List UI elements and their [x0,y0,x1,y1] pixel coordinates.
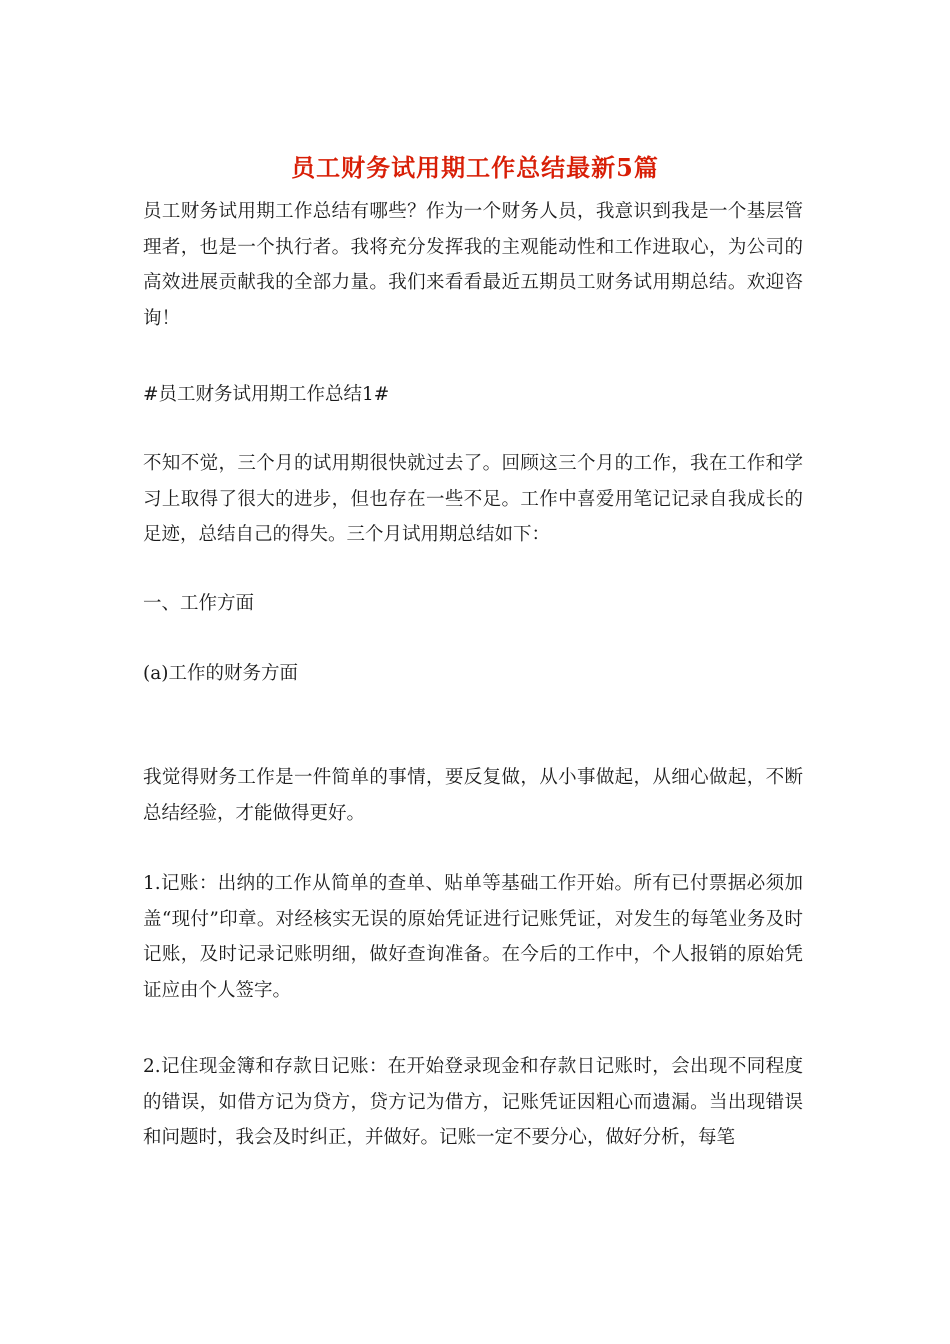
intro-paragraph: 员工财务试用期工作总结有哪些？作为一个财务人员，我意识到我是一个基层管理者，也是一个执行者。我将充分发挥我的主观能动性和工作进取心，为公司的高效进展贡献我的全部力量。我们来看看最近五期员工财务试用期总结。欢迎咨询！ [143,201,803,329]
summary-1-paragraph: 不知不觉，三个月的试用期很快就过去了。回顾这三个月的工作，我在工作和学习上取得了很大的进步，但也存在一些不足。工作中喜爱用笔记记录自我成长的足迹，总结自己的得失。三个月试用期总结如下： [143,453,803,545]
subheading-finance-aspect: (a)工作的财务方面 [143,663,298,684]
finance-work-paragraph: 我觉得财务工作是一件简单的事情，要反复做，从小事做起，从细心做起，不断总结经验，才能做得更好。 [143,767,803,824]
item-1-bookkeeping: 1.记账：出纳的工作从简单的查单、贴单等基础工作开始。所有已付票据必须加盖“现付”印章。对经核实无误的原始凭证进行记账凭证，对发生的每笔业务及时记账，及时记录记账明细，做好查询准备。在今后的工作中，个人报销的原始凭证应由个人签字。 [143,873,803,1001]
item-2-cash-journal: 2.记住现金簿和存款日记账：在开始登录现金和存款日记账时，会出现不同程度的错误，如借方记为贷方，贷方记为借方，记账凭证因粗心而遗漏。当出现错误和问题时，我会及时纠正，并做好。记账一定不要分心，做好分析，每笔 [143,1056,803,1148]
heading-work-aspect: 一、工作方面 [143,593,255,614]
document-title: 员工财务试用期工作总结最新5篇 [291,153,659,182]
section-heading-summary-1: #员工财务试用期工作总结1# [143,384,390,405]
